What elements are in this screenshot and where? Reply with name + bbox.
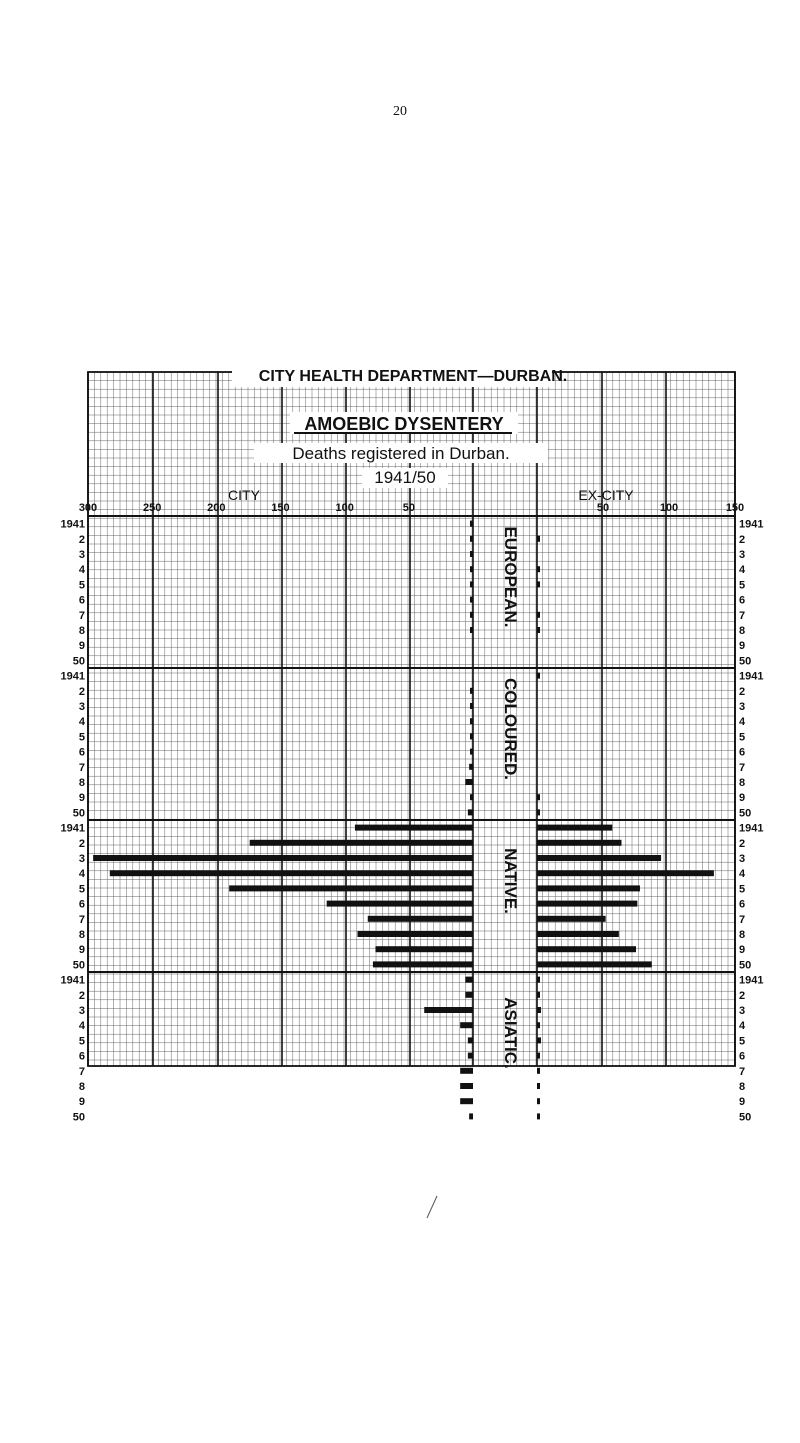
excity-bar bbox=[537, 946, 636, 952]
excity-bar bbox=[537, 1037, 541, 1043]
city-bar bbox=[470, 612, 473, 618]
year-label-left: 4 bbox=[78, 868, 85, 881]
excity-bar bbox=[537, 673, 540, 679]
year-label-left: 50 bbox=[72, 1111, 85, 1124]
year-label-right: 7 bbox=[739, 913, 746, 926]
left-axis-tick-label: 200 bbox=[207, 502, 226, 514]
city-bar bbox=[465, 992, 473, 998]
group-label: EUROPEAN. bbox=[501, 526, 520, 628]
year-label-left: 4 bbox=[78, 716, 85, 729]
left-axis-tick-label: 300 bbox=[78, 502, 98, 514]
group-label: COLOURED. bbox=[501, 678, 520, 780]
city-bar bbox=[470, 733, 473, 739]
excity-bar bbox=[537, 931, 619, 937]
city-bar bbox=[327, 901, 473, 907]
year-label-right: 2 bbox=[739, 533, 746, 546]
right-axis-tick-label: 100 bbox=[659, 502, 679, 514]
excity-bar bbox=[537, 961, 652, 967]
city-bar bbox=[465, 779, 473, 785]
city-bar bbox=[460, 1098, 473, 1104]
right-axis-tick-label: 50 bbox=[596, 502, 610, 514]
year-label-left: 9 bbox=[78, 792, 85, 805]
city-bar bbox=[470, 627, 473, 633]
city-bar bbox=[470, 703, 473, 709]
year-label-left: 9 bbox=[78, 1096, 85, 1109]
year-label-left: 1941 bbox=[60, 518, 85, 531]
year-label-right: 6 bbox=[739, 898, 746, 911]
year-label-right: 8 bbox=[739, 777, 746, 789]
year-label-left: 3 bbox=[78, 701, 85, 713]
year-label-left: 50 bbox=[72, 807, 85, 820]
excity-bar bbox=[537, 566, 540, 572]
city-bar bbox=[470, 521, 473, 527]
excity-bar bbox=[537, 1007, 541, 1013]
excity-bar bbox=[537, 1022, 540, 1028]
city-bar bbox=[468, 1037, 473, 1043]
year-label-left: 5 bbox=[78, 731, 85, 744]
city-bar bbox=[368, 916, 473, 922]
page-number: 20 bbox=[393, 104, 407, 119]
chart-period: 1941/50 bbox=[374, 468, 436, 487]
city-bar bbox=[469, 764, 473, 770]
year-label-left: 1941 bbox=[60, 822, 85, 835]
excity-bar bbox=[537, 627, 540, 633]
year-label-left: 4 bbox=[78, 1020, 85, 1033]
year-label-right: 3 bbox=[739, 853, 746, 865]
year-label-left: 5 bbox=[78, 1035, 85, 1048]
excity-bar bbox=[537, 901, 637, 907]
excity-bar bbox=[537, 840, 621, 846]
city-bar bbox=[470, 794, 473, 800]
year-label-left: 6 bbox=[78, 1050, 85, 1063]
city-bar bbox=[470, 581, 473, 587]
year-label-left: 2 bbox=[78, 533, 85, 546]
excity-bar bbox=[537, 825, 612, 831]
year-label-left: 8 bbox=[78, 1081, 85, 1093]
year-label-right: 7 bbox=[739, 609, 746, 622]
year-label-left: 5 bbox=[78, 883, 85, 896]
excity-bar bbox=[537, 855, 661, 861]
city-bar bbox=[460, 1083, 473, 1089]
year-label-right: 50 bbox=[739, 959, 752, 972]
city-bar bbox=[469, 1113, 473, 1119]
year-label-left: 2 bbox=[78, 685, 85, 698]
year-label-right: 4 bbox=[739, 716, 746, 729]
left-axis-tick-label: 100 bbox=[335, 502, 354, 514]
left-axis-tick-label: 50 bbox=[402, 502, 415, 514]
year-label-right: 1941 bbox=[739, 518, 764, 531]
year-label-right: 3 bbox=[739, 1005, 746, 1017]
city-bar bbox=[373, 961, 473, 967]
excity-bar bbox=[537, 536, 540, 542]
excity-bar bbox=[537, 977, 540, 983]
year-label-left: 8 bbox=[78, 777, 85, 789]
city-bar bbox=[470, 536, 473, 542]
stray-pen-mark bbox=[425, 1195, 439, 1219]
right-axis-tick-label: 150 bbox=[725, 502, 745, 514]
excity-bar bbox=[537, 885, 640, 891]
excity-bar bbox=[537, 612, 540, 618]
group-label: NATIVE. bbox=[501, 848, 520, 914]
year-label-right: 9 bbox=[739, 944, 746, 957]
year-label-left: 9 bbox=[78, 640, 85, 653]
excity-bar bbox=[537, 1098, 540, 1104]
year-label-right: 3 bbox=[739, 701, 746, 713]
year-label-left: 9 bbox=[78, 944, 85, 957]
chart-subtitle-2: Deaths registered in Durban. bbox=[292, 444, 510, 463]
year-label-left: 2 bbox=[78, 837, 85, 850]
year-label-left: 3 bbox=[78, 853, 85, 865]
chart-subtitle: AMOEBIC DYSENTERY bbox=[304, 414, 504, 434]
year-label-right: 6 bbox=[739, 1050, 746, 1063]
year-label-right: 2 bbox=[739, 989, 746, 1002]
year-label-left: 6 bbox=[78, 594, 85, 607]
city-bar bbox=[358, 931, 474, 937]
city-bar bbox=[355, 825, 473, 831]
excity-bar bbox=[537, 1068, 540, 1074]
excity-bar bbox=[537, 809, 540, 815]
panel-label-city: CITY bbox=[228, 487, 260, 503]
year-label-right: 3 bbox=[739, 549, 746, 561]
year-label-right: 7 bbox=[739, 761, 746, 774]
year-label-left: 3 bbox=[78, 1005, 85, 1017]
year-label-left: 50 bbox=[72, 959, 85, 972]
year-label-left: 7 bbox=[78, 761, 85, 774]
year-label-right: 6 bbox=[739, 594, 746, 607]
excity-bar bbox=[537, 870, 714, 876]
excity-bar bbox=[537, 794, 540, 800]
year-label-right: 1941 bbox=[739, 670, 764, 683]
year-label-right: 7 bbox=[739, 1065, 746, 1078]
excity-bar bbox=[537, 916, 606, 922]
city-bar bbox=[470, 718, 473, 724]
year-label-left: 8 bbox=[78, 625, 85, 637]
city-bar bbox=[470, 688, 473, 694]
year-label-left: 2 bbox=[78, 989, 85, 1002]
year-label-left: 7 bbox=[78, 913, 85, 926]
year-label-left: 7 bbox=[78, 609, 85, 622]
year-label-left: 6 bbox=[78, 746, 85, 759]
city-bar bbox=[460, 1068, 473, 1074]
year-label-left: 1941 bbox=[60, 670, 85, 683]
city-bar bbox=[470, 749, 473, 755]
year-label-right: 9 bbox=[739, 792, 746, 805]
city-bar bbox=[424, 1007, 473, 1013]
left-axis-tick-label: 150 bbox=[271, 502, 290, 514]
year-label-right: 2 bbox=[739, 685, 746, 698]
year-label-right: 4 bbox=[739, 868, 746, 881]
year-label-left: 6 bbox=[78, 898, 85, 911]
city-bar bbox=[470, 597, 473, 603]
chart-title: CITY HEALTH DEPARTMENT—DURBAN. bbox=[258, 368, 568, 385]
year-label-right: 9 bbox=[739, 1096, 746, 1109]
group-label: ASIATIC. bbox=[501, 997, 520, 1069]
excity-bar bbox=[537, 1113, 540, 1119]
excity-bar bbox=[537, 992, 540, 998]
city-bar bbox=[470, 551, 473, 557]
year-label-right: 2 bbox=[739, 837, 746, 850]
excity-bar bbox=[537, 1083, 540, 1089]
year-label-left: 8 bbox=[78, 929, 85, 941]
year-label-right: 8 bbox=[739, 1081, 746, 1093]
city-bar bbox=[110, 870, 473, 876]
year-label-right: 4 bbox=[739, 564, 746, 577]
year-label-right: 5 bbox=[739, 1035, 746, 1048]
year-label-right: 50 bbox=[739, 1111, 752, 1124]
city-bar bbox=[229, 885, 473, 891]
year-label-right: 8 bbox=[739, 929, 746, 941]
panel-label-excity: EX-CITY bbox=[578, 487, 634, 503]
year-label-left: 50 bbox=[72, 655, 85, 668]
city-bar bbox=[93, 855, 473, 861]
city-bar bbox=[468, 809, 473, 815]
city-bar bbox=[250, 840, 473, 846]
excity-bar bbox=[537, 581, 540, 587]
year-label-right: 1941 bbox=[739, 974, 764, 987]
city-bar bbox=[465, 977, 473, 983]
year-label-right: 50 bbox=[739, 655, 752, 668]
year-label-right: 6 bbox=[739, 746, 746, 759]
city-bar bbox=[468, 1053, 473, 1059]
year-label-right: 4 bbox=[739, 1020, 746, 1033]
left-axis-tick-label: 250 bbox=[142, 502, 162, 514]
excity-bar bbox=[537, 1053, 540, 1059]
year-label-right: 1941 bbox=[739, 822, 764, 835]
year-label-right: 5 bbox=[739, 883, 746, 896]
year-label-left: 7 bbox=[78, 1065, 85, 1078]
year-label-right: 9 bbox=[739, 640, 746, 653]
year-label-right: 5 bbox=[739, 579, 746, 592]
year-label-right: 50 bbox=[739, 807, 752, 820]
year-label-right: 8 bbox=[739, 625, 746, 637]
year-label-left: 3 bbox=[78, 549, 85, 561]
city-bar bbox=[470, 566, 473, 572]
year-label-left: 1941 bbox=[60, 974, 85, 987]
year-label-left: 5 bbox=[78, 579, 85, 592]
year-label-right: 5 bbox=[739, 731, 746, 744]
year-label-left: 4 bbox=[78, 564, 85, 577]
city-bar bbox=[375, 946, 473, 952]
city-bar bbox=[460, 1022, 473, 1028]
